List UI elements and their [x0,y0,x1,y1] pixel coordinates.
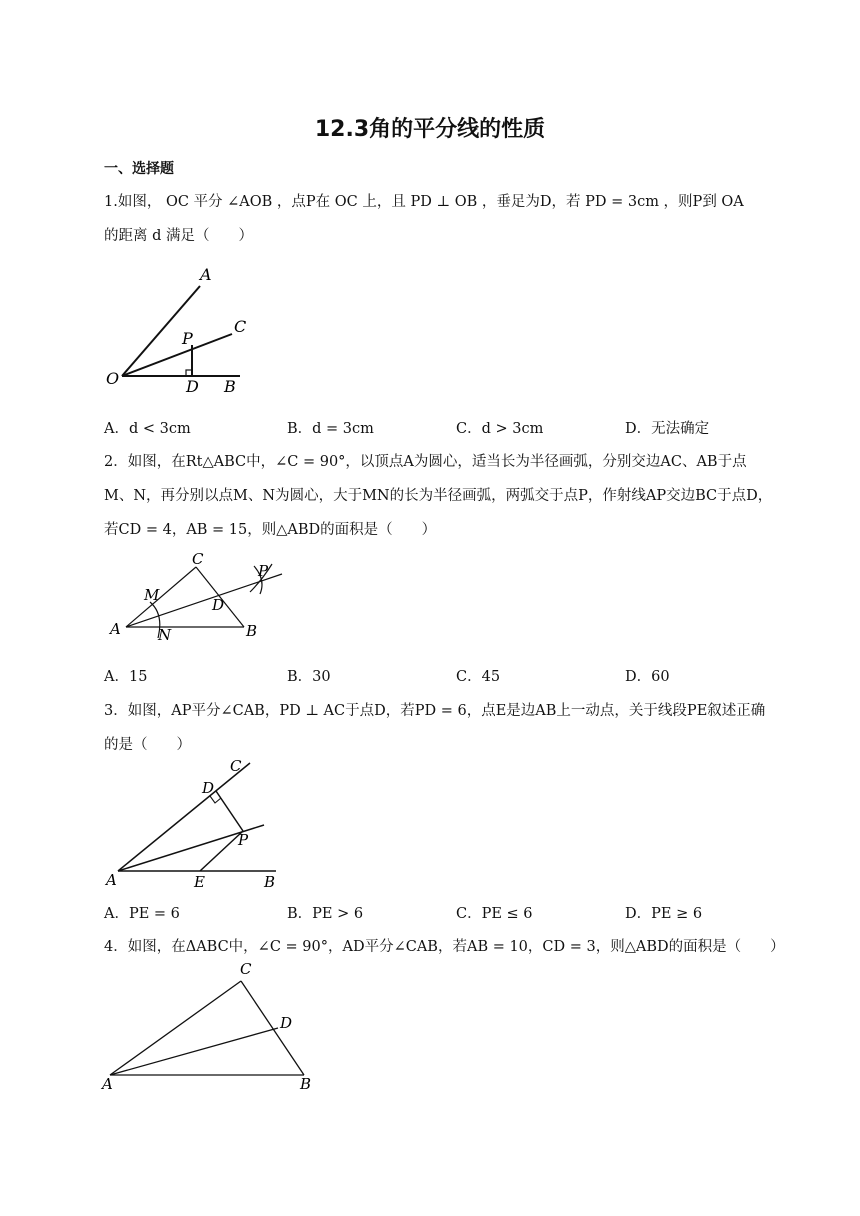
q2-figure [104,552,304,652]
q2-label-P: P [258,562,269,580]
q4-label-A: A [102,1075,113,1093]
q2-text-line3: 若CD = 4，AB = 15，则△ABD的面积是（ ） [104,522,437,538]
q1-text-line2: 的距离 d 满足（ ） [104,228,253,244]
q2-option-c[interactable]: C．45 [456,669,501,685]
q3-label-B: B [264,873,276,891]
q1-option-d[interactable]: D．无法确定 [625,421,710,437]
q3-label-P: P [238,831,249,849]
q2-label-D: D [212,596,225,614]
q3-option-d[interactable]: D．PE ≥ 6 [625,906,703,922]
q3-label-C: C [230,757,242,775]
q4-label-C: C [240,960,252,978]
q1-label-P: P [182,329,193,348]
q1-option-b[interactable]: B．d = 3cm [287,421,374,437]
q3-option-a[interactable]: A．PE = 6 [104,906,180,922]
q2-label-M: M [144,586,160,604]
q2-label-C: C [192,550,204,568]
q1-label-A: A [200,265,212,284]
q3-label-D: D [202,779,215,797]
q3-text-line2: 的是（ ） [104,737,191,753]
q2-label-A: A [110,620,121,638]
q4-label-B: B [300,1075,312,1093]
q4-figure [96,958,336,1098]
q1-label-O: O [106,369,120,388]
q3-figure [100,755,300,895]
q3-label-E: E [194,873,205,891]
q1-option-c[interactable]: C．d > 3cm [456,421,544,437]
q3-label-A: A [106,871,117,889]
q4-label-D: D [280,1014,293,1032]
q1-text-line1: 1.如图， OC 平分 ∠AOB ，点P在 OC 上，且 PD ⊥ OB ，垂足为D，若 PD = 3cm ，则P到 OA [104,194,744,210]
q2-label-N: N [158,626,172,644]
q2-label-B: B [246,622,258,640]
q2-option-d[interactable]: D．60 [625,669,670,685]
q4-text-line1: 4．如图，在ΔABC中，∠C = 90°，AD平分∠CAB，若AB = 10，CD = 3，则△ABD的面积是（ ） [104,939,785,955]
q3-option-c[interactable]: C．PE ≤ 6 [456,906,533,922]
q2-option-a[interactable]: A．15 [104,669,148,685]
q1-label-B: B [224,377,236,396]
q1-figure [100,262,260,402]
q1-label-D: D [186,377,199,396]
q3-text-line1: 3．如图，AP平分∠CAB，PD ⊥ AC于点D，若PD = 6，点E是边AB上一动点，关于线段PE叙述正确 [104,703,766,719]
q2-text-line1: 2．如图，在Rt△ABC中，∠C = 90°，以顶点A为圆心，适当长为半径画弧，分别交边AC、AB于点 [104,454,747,470]
section-heading: 一、选择题 [104,161,174,177]
q1-label-C: C [234,317,247,336]
q2-option-b[interactable]: B．30 [287,669,331,685]
page-title: 12.3角的平分线的性质 [314,117,546,142]
q2-text-line2: M、N，再分别以点M、N为圆心，大于MN的长为半径画弧，两弧交于点P，作射线AP交边BC于点D， [104,488,773,504]
q3-option-b[interactable]: B．PE > 6 [287,906,364,922]
q1-option-a[interactable]: A．d < 3cm [104,421,191,437]
